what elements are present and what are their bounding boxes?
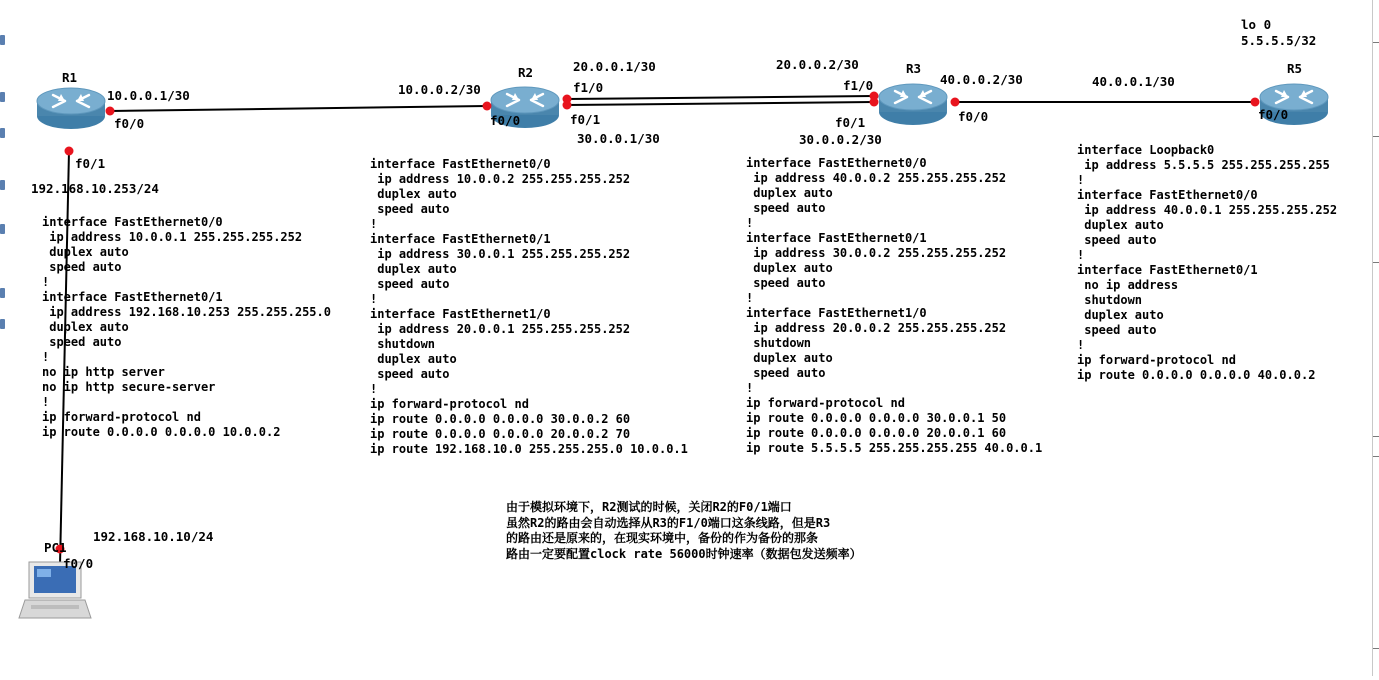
port-dot xyxy=(106,107,115,116)
link-r2-r3-f01[interactable] xyxy=(566,102,874,105)
r3-f01-ip: 30.0.0.2/30 xyxy=(799,132,882,147)
r5-loopback-name: lo 0 xyxy=(1241,17,1272,32)
r3-f00-ip: 40.0.0.2/30 xyxy=(940,72,1023,87)
r1-f01-port: f0/1 xyxy=(75,156,106,171)
router-r1[interactable] xyxy=(37,88,105,129)
note-text: 由于模拟环境下，R2测试的时候，关闭R2的F0/1端口 虽然R2的路由会自动选择从R3的F1/0端口这条线路，但是R3 的路由还是原来的，在现实环境中，备份的作为备份的那条 路由一定要配置clock rate 56000时钟速率（数据包发送频率） xyxy=(506,500,862,561)
router-r3[interactable] xyxy=(879,84,947,125)
port-dot xyxy=(65,147,74,156)
port-dot xyxy=(1251,98,1260,107)
r1-f00-ip: 10.0.0.1/30 xyxy=(107,88,190,103)
port-dot xyxy=(563,101,572,110)
r2-f01-port: f0/1 xyxy=(570,112,601,127)
port-dot xyxy=(951,98,960,107)
link-r1-r2[interactable] xyxy=(110,106,487,111)
r3-config: interface FastEthernet0/0 ip address 40.0.0.2 255.255.255.252 duplex auto speed auto ! interface FastEthernet0/1 ip address 30.0.0.2 255.255.255.252 duplex auto speed auto ! interface FastEthernet1/0 ip address 20.0.0.2 255.255.255.252 shutdown duplex auto speed auto ! ip forward-protocol nd ip route 0.0.0.0 0.0.0.0 30.0.0.1 50 ip route 0.0.0.0 0.0.0.0 20.0.0.1 60 ip route 5.5.5.5 255.255.255.255 40.0.0.1 xyxy=(746,156,1043,455)
r5-config: interface Loopback0 ip address 5.5.5.5 255.255.255.255 ! interface FastEthernet0/0 ip address 40.0.0.1 255.255.255.252 duplex auto speed auto ! interface FastEthernet0/1 no ip address shutdown duplex auto speed auto ! ip forward-protocol nd ip route 0.0.0.0 0.0.0.0 40.0.0.2 xyxy=(1077,143,1338,382)
r1-f01-ip: 192.168.10.253/24 xyxy=(31,181,159,196)
r2-f10-port: f1/0 xyxy=(573,80,604,95)
r2-f00-ip: 10.0.0.2/30 xyxy=(398,82,481,97)
port-dot xyxy=(483,102,492,111)
pc1-port: f0/0 xyxy=(63,556,94,571)
r3-f00-port: f0/0 xyxy=(958,109,989,124)
r5-f00-port: f0/0 xyxy=(1258,107,1289,122)
router-label-r1: R1 xyxy=(62,70,78,85)
pc1-label: PC1 xyxy=(44,540,67,555)
port-dot xyxy=(870,98,879,107)
pc1-ip: 192.168.10.10/24 xyxy=(93,529,214,544)
r5-loopback-ip: 5.5.5.5/32 xyxy=(1241,33,1317,48)
r5-f00-ip: 40.0.0.1/30 xyxy=(1092,74,1175,89)
router-label-r2: R2 xyxy=(518,65,534,80)
r3-f10-ip: 20.0.0.2/30 xyxy=(776,57,859,72)
router-label-r3: R3 xyxy=(906,61,922,76)
r2-config: interface FastEthernet0/0 ip address 10.0.0.2 255.255.255.252 duplex auto speed auto ! interface FastEthernet0/1 ip address 30.0.0.1 255.255.255.252 duplex auto speed auto ! interface FastEthernet1/0 ip address 20.0.0.1 255.255.255.252 shutdown duplex auto speed auto ! ip forward-protocol nd ip route 0.0.0.0 0.0.0.0 30.0.0.2 60 ip route 0.0.0.0 0.0.0.0 20.0.0.2 70 ip route 192.168.10.0 255.255.255.0 10.0.0.1 xyxy=(370,157,688,456)
r3-f10-port: f1/0 xyxy=(843,78,874,93)
r2-f01-ip: 30.0.0.1/30 xyxy=(577,131,660,146)
r2-f00-port: f0/0 xyxy=(490,113,521,128)
router-label-r5: R5 xyxy=(1287,61,1303,76)
r3-f01-port: f0/1 xyxy=(835,115,866,130)
r1-config: interface FastEthernet0/0 ip address 10.0.0.1 255.255.255.252 duplex auto speed auto ! interface FastEthernet0/1 ip address 192.168.10.253 255.255.255.0 duplex auto speed auto ! no ip http server no ip http secure-server ! ip forward-protocol nd ip route 0.0.0.0 0.0.0.0 10.0.0.2 xyxy=(42,215,331,439)
r1-f00-port: f0/0 xyxy=(114,116,145,131)
link-r2-r3-f10[interactable] xyxy=(566,96,874,99)
r2-f10-ip: 20.0.0.1/30 xyxy=(573,59,656,74)
